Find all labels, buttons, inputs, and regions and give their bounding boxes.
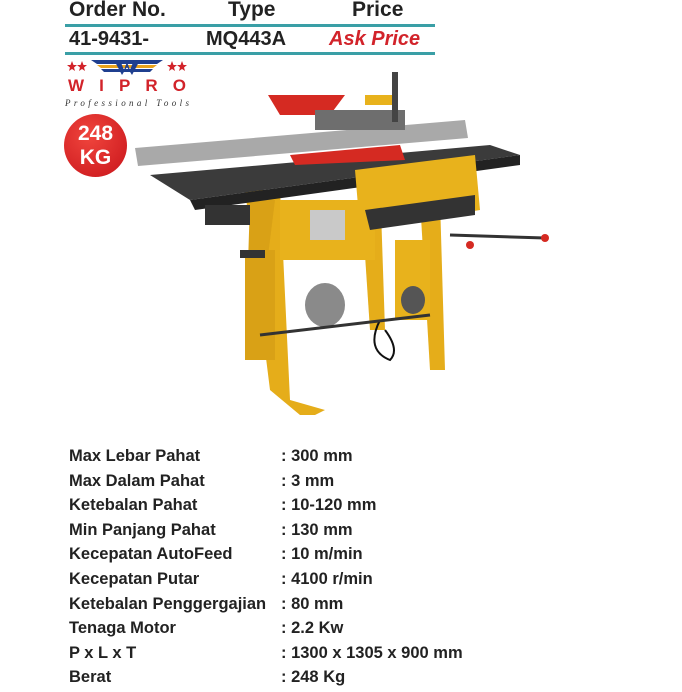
spec-label: P x L x T bbox=[69, 643, 137, 662]
price-header: Price bbox=[352, 0, 404, 21]
spec-value: : 300 mm bbox=[281, 447, 353, 465]
spec-row bbox=[69, 594, 463, 619]
price-value: Ask Price bbox=[329, 28, 421, 50]
spec-row bbox=[69, 495, 463, 520]
product-image-planer-thicknesser bbox=[130, 70, 560, 415]
weight-badge bbox=[64, 114, 127, 177]
type-value: MQ443A bbox=[206, 28, 287, 50]
spec-value: : 1300 x 1305 x 900 mm bbox=[281, 643, 463, 662]
spec-label: Min Panjang Pahat bbox=[69, 520, 216, 539]
spec-label: Max Dalam Pahat bbox=[69, 471, 205, 490]
spec-row bbox=[69, 569, 463, 594]
spec-value: : 3 mm bbox=[281, 471, 335, 490]
spec-value: : 80 mm bbox=[281, 594, 344, 613]
spec-row bbox=[69, 643, 463, 668]
weight-unit: KG bbox=[79, 145, 112, 169]
spec-row bbox=[69, 544, 463, 569]
spec-row bbox=[69, 471, 463, 496]
spec-value: : 130 mm bbox=[281, 520, 353, 539]
spec-row bbox=[69, 446, 463, 471]
spec-row bbox=[69, 520, 463, 545]
spec-label: Tenaga Motor bbox=[69, 619, 176, 638]
spec-label: Berat bbox=[69, 668, 112, 687]
spec-value: : 10 m/min bbox=[281, 545, 363, 564]
spec-value: : 2.2 Kw bbox=[281, 619, 344, 638]
spec-label: Ketebalan Penggergajian bbox=[69, 594, 267, 613]
spec-row bbox=[69, 618, 463, 643]
brand-tagline: Professional Tools bbox=[65, 98, 189, 108]
type-header: Type bbox=[228, 0, 276, 21]
row-divider bbox=[65, 52, 435, 55]
weight-value: 248 bbox=[77, 121, 114, 145]
spec-value: : 248 Kg bbox=[281, 668, 346, 687]
spec-value: : 10-120 mm bbox=[281, 496, 377, 515]
spec-row bbox=[69, 667, 463, 692]
spec-label: Kecepatan AutoFeed bbox=[69, 545, 233, 564]
brand-name: WIPRO bbox=[68, 76, 186, 95]
spec-label: Ketebalan Pahat bbox=[69, 496, 198, 515]
spec-label: Kecepatan Putar bbox=[69, 569, 200, 588]
spec-value: : 4100 r/min bbox=[281, 569, 373, 588]
spec-label: Max Lebar Pahat bbox=[69, 447, 201, 465]
order-no-header: Order No. bbox=[69, 0, 166, 21]
spec-table bbox=[69, 446, 463, 692]
header-divider bbox=[65, 24, 435, 27]
order-no-value: 41-9431- bbox=[69, 28, 150, 50]
